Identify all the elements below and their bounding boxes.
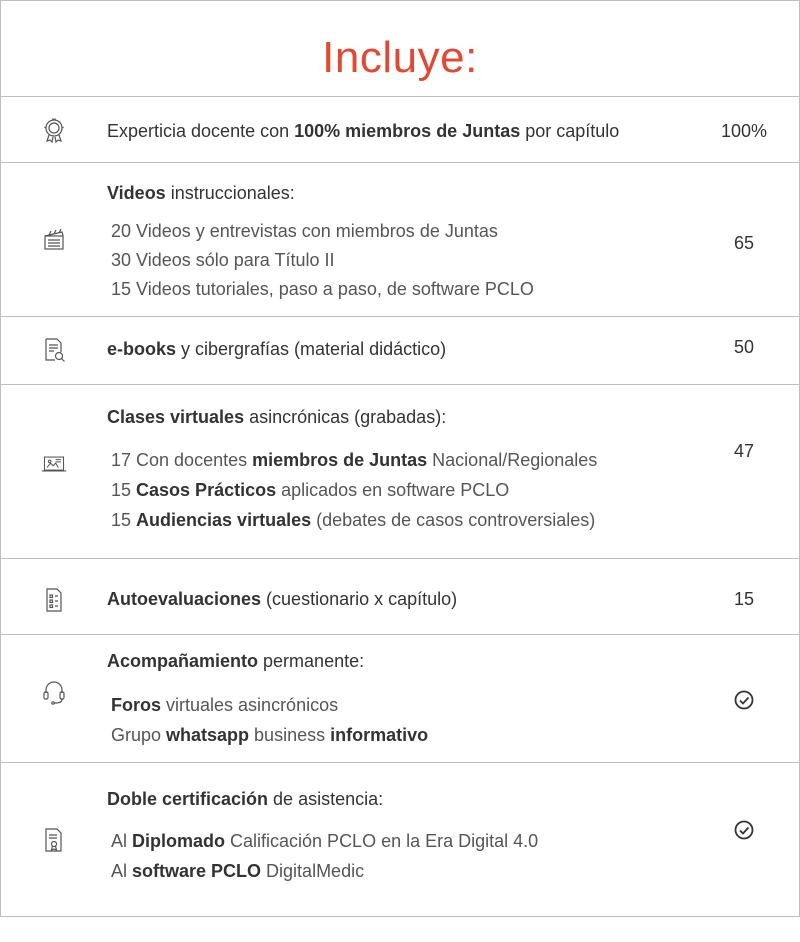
award-badge-icon	[41, 117, 67, 143]
list-item-bold: whatsapp	[166, 725, 250, 745]
list-item-text: 15	[111, 510, 137, 530]
list-item-text: Al	[111, 861, 133, 881]
self-assessment-heading-bold: Autoevaluaciones	[107, 589, 262, 609]
feature-row-expertise	[1, 97, 799, 163]
title-row	[1, 1, 799, 97]
self-assessment-heading	[107, 589, 457, 610]
list-item	[111, 856, 538, 886]
classes-list	[111, 445, 597, 535]
classes-heading	[107, 407, 446, 428]
list-item	[111, 690, 428, 720]
expertise-text-part-3: por capítulo	[520, 121, 620, 141]
list-item: 20 Videos y entrevistas con miembros de Juntas	[111, 221, 498, 241]
list-item-text: Al	[111, 831, 133, 851]
list-item-text: aplicados en software PCLO	[276, 480, 510, 500]
feature-row-certification	[1, 763, 799, 916]
classes-value: 47	[733, 441, 755, 461]
list-item-text: (debates de casos controversiales)	[311, 510, 596, 530]
page-title: Incluye:	[322, 33, 478, 82]
self-assessment-heading-rest: (cuestionario x capítulo)	[261, 589, 458, 609]
list-item-text: 15	[111, 480, 137, 500]
list-item-text: Calificación PCLO en la Era Digital 4.0	[225, 831, 539, 851]
certificate-icon	[41, 827, 67, 853]
list-item-text: Grupo	[111, 725, 167, 745]
support-heading-rest: permanente:	[258, 651, 365, 671]
self-assessment-value: 15	[733, 589, 755, 609]
list-item	[111, 720, 428, 750]
classes-heading-bold: Clases virtuales	[107, 407, 245, 427]
expertise-text	[107, 121, 619, 142]
list-item	[111, 826, 538, 856]
ebooks-heading-rest: y cibergrafías (material didáctico)	[176, 339, 447, 359]
list-item-bold: Diplomado	[132, 831, 226, 851]
document-search-icon	[41, 337, 67, 363]
list-item-bold: Audiencias virtuales	[136, 510, 312, 530]
clapperboard-icon	[41, 227, 67, 253]
expertise-value: 100%	[720, 121, 768, 141]
certification-heading-bold: Doble certificación	[107, 789, 269, 809]
classes-heading-rest: asincrónicas (grabadas):	[244, 407, 447, 427]
list-item	[111, 475, 597, 505]
feature-row-self-assessment	[1, 559, 799, 635]
list-item: 15 Videos tutoriales, paso a paso, de software PCLO	[111, 279, 534, 299]
certification-heading	[107, 789, 383, 810]
list-item-text: virtuales asincrónicos	[161, 695, 339, 715]
list-item	[111, 505, 597, 535]
laptop-presentation-icon	[41, 451, 67, 477]
checklist-icon	[41, 587, 67, 613]
support-heading	[107, 651, 364, 672]
feature-row-videos	[1, 163, 799, 317]
feature-row-ebooks	[1, 317, 799, 385]
ebooks-heading-bold: e-books	[107, 339, 177, 359]
expertise-text-part-1: Experticia docente con	[107, 121, 295, 141]
certification-list	[111, 826, 538, 886]
videos-heading-bold: Videos	[107, 183, 166, 203]
list-item-bold: Foros	[111, 695, 162, 715]
check-circle-icon	[733, 819, 755, 841]
videos-value: 65	[733, 233, 755, 253]
list-item	[111, 445, 597, 475]
list-item-text: DigitalMedic	[261, 861, 365, 881]
list-item-text: 17 Con docentes	[111, 450, 253, 470]
list-item-bold: software PCLO	[132, 861, 262, 881]
feature-row-support	[1, 635, 799, 763]
check-circle-icon	[733, 689, 755, 711]
expertise-text-bold: 100% miembros de Juntas	[294, 121, 521, 141]
videos-heading	[107, 183, 295, 204]
videos-heading-rest: instruccionales:	[165, 183, 295, 203]
ebooks-heading	[107, 339, 446, 360]
list-item-bold: informativo	[330, 725, 429, 745]
feature-row-classes	[1, 385, 799, 559]
support-list	[111, 690, 428, 750]
certification-heading-rest: de asistencia:	[268, 789, 384, 809]
support-heading-bold: Acompañamiento	[107, 651, 259, 671]
list-item-text: business	[249, 725, 331, 745]
list-item-bold: miembros de Juntas	[252, 450, 428, 470]
videos-list	[111, 217, 534, 304]
list-item-bold: Casos Prácticos	[136, 480, 277, 500]
ebooks-value: 50	[733, 337, 755, 357]
list-item: 30 Videos sólo para Título II	[111, 250, 335, 270]
headset-icon	[41, 679, 67, 705]
list-item-text: Nacional/Regionales	[427, 450, 598, 470]
